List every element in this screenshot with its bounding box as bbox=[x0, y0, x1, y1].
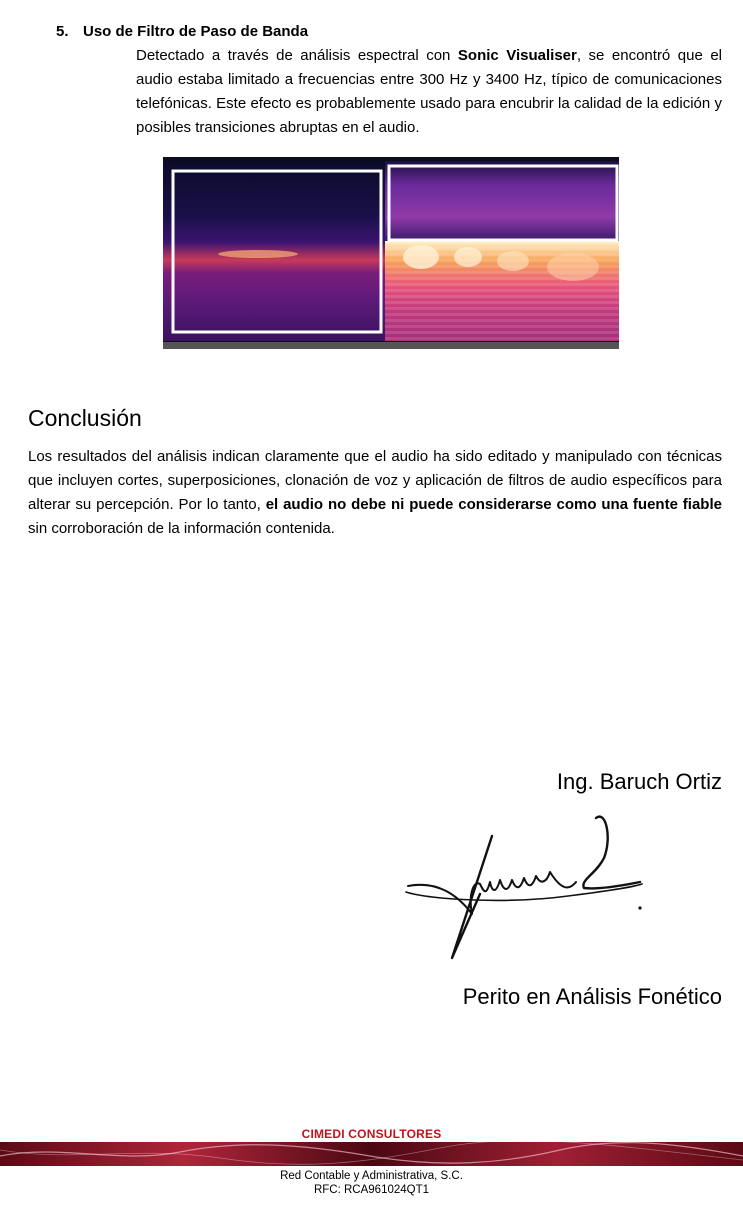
section-heading bbox=[56, 22, 676, 42]
section-body-text-1: Detectado a través de análisis espectral con bbox=[136, 47, 458, 64]
section-number: 5. bbox=[56, 23, 69, 40]
conclusion-body bbox=[28, 445, 722, 541]
conclusion-bold: el audio no debe ni puede considerarse como una fuente fiable bbox=[265, 496, 722, 513]
conclusion-text-2: sin corroboración de la información contenida. bbox=[28, 520, 335, 537]
conclusion-title: Conclusión bbox=[28, 405, 142, 431]
section-body-bold: Sonic Visualiser bbox=[457, 47, 577, 64]
section-body-text-2: , se encontró que el audio estaba limitado a frecuencias entre 300 Hz y 3400 Hz, típico de comunicaciones telefónicas. Este efecto es probablemente usado para encubrir la calidad de la edición y posibles transiciones abruptas en el audio. bbox=[136, 47, 723, 136]
conclusion-text-1: Los resultados del análisis indican claramente que el audio ha sido editado y manipulado con técnicas que incluyen cortes, superposiciones, clonación de voz y aplicación de filtros de audio específicos para alterar su percepción. Por lo tanto, bbox=[28, 448, 722, 513]
footer-rfc-line: RFC: RCA961024QT1 bbox=[313, 1184, 430, 1196]
section-title: Uso de Filtro de Paso de Banda bbox=[83, 23, 309, 40]
spectrogram-image bbox=[163, 157, 619, 349]
handwritten-signature bbox=[400, 808, 650, 968]
signer-role: Perito en Análisis Fonético bbox=[462, 984, 722, 1009]
signer-name: Ing. Baruch Ortiz bbox=[556, 769, 722, 794]
footer-company-name: CIMEDI CONSULTORES bbox=[301, 1127, 442, 1141]
section-body bbox=[136, 44, 722, 140]
footer-company-line: Red Contable y Administrativa, S.C. bbox=[280, 1170, 463, 1182]
footer-decorative-band bbox=[0, 1142, 743, 1166]
